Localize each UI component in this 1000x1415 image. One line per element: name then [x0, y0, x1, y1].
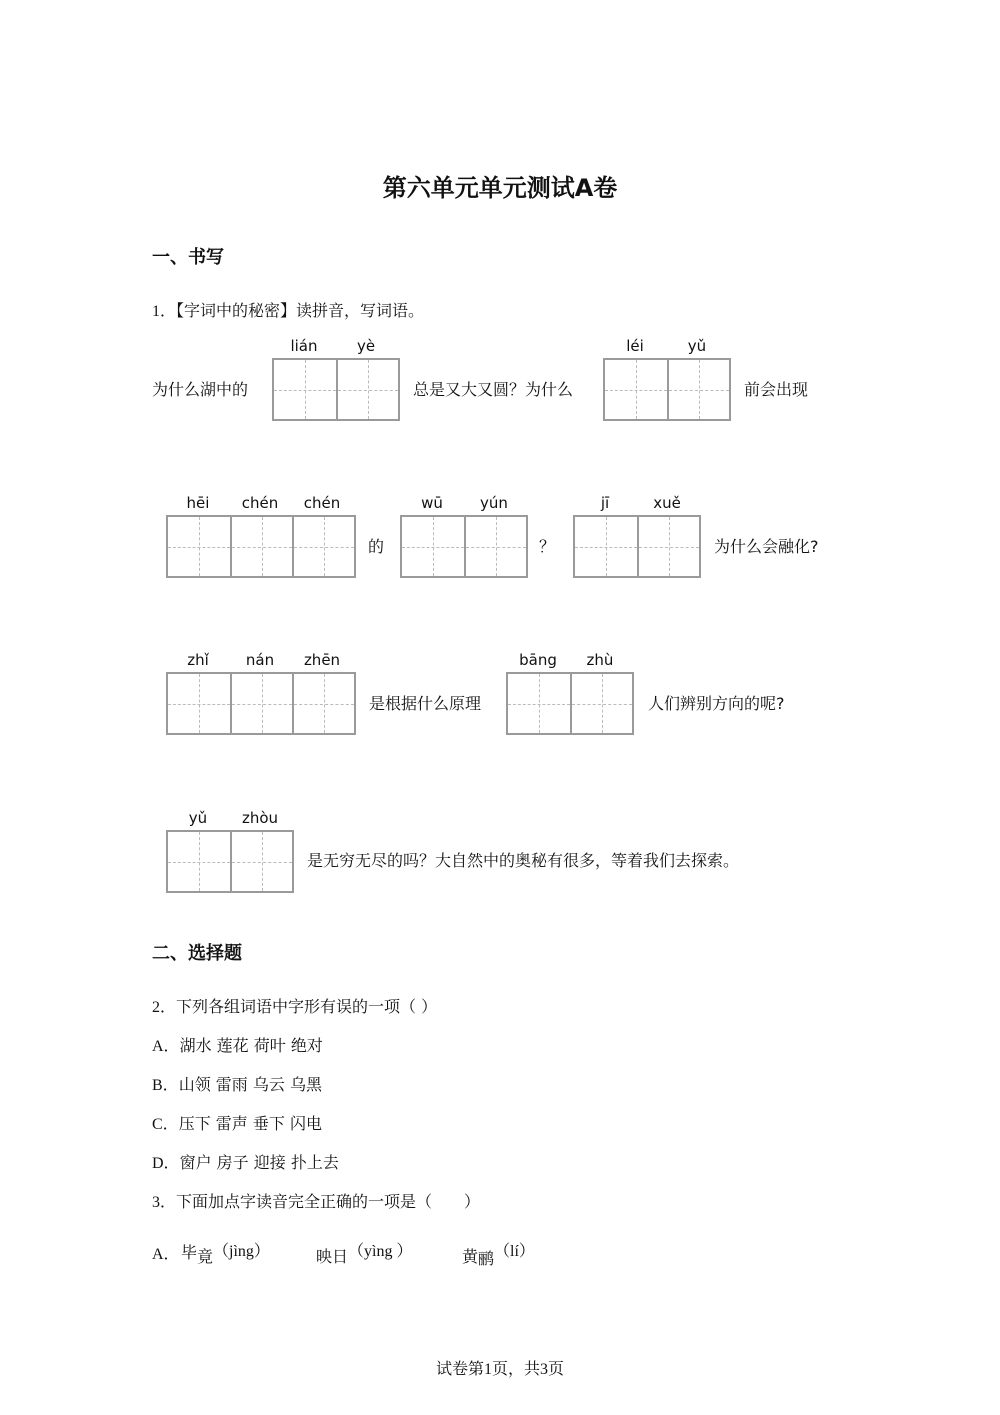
word-char: 毕 [181, 1243, 198, 1262]
question-text: 下列各组词语中字形有误的一项（ ） [176, 997, 438, 1016]
pinyin-label: yǔ [687, 337, 707, 355]
word-with-pinyin [181, 1240, 270, 1266]
writing-cell[interactable] [230, 517, 292, 576]
writing-cell[interactable] [230, 832, 292, 891]
option-text: 窗户 房子 迎接 扑上去 [179, 1153, 339, 1172]
option-label: B． [152, 1077, 179, 1094]
option-text: 湖水 莲花 荷叶 绝对 [179, 1036, 323, 1055]
pinyin-label: wū [421, 494, 443, 512]
writing-cell[interactable] [336, 360, 398, 419]
writing-cell[interactable] [570, 674, 632, 733]
word-char: 日 [332, 1247, 349, 1266]
tianzige-writing-grid[interactable] [603, 358, 731, 421]
dotted-char: 竟 [197, 1247, 214, 1266]
option-text: 山领 雷雨 乌云 乌黑 [178, 1075, 322, 1094]
word-with-pinyin [462, 1240, 535, 1268]
tianzige-writing-grid[interactable] [400, 515, 528, 578]
writing-cell[interactable] [402, 517, 464, 576]
tianzige-writing-grid[interactable] [272, 358, 400, 421]
pinyin-label: zhēn [303, 651, 341, 669]
sentence-fragment: 是根据什么原理 [369, 694, 482, 713]
writing-cell[interactable] [637, 517, 699, 576]
dotted-char: 映 [316, 1247, 333, 1266]
pinyin-label: zhǐ [187, 651, 209, 669]
dotted-char: 鹂 [478, 1249, 495, 1268]
option-label: D． [152, 1155, 180, 1172]
page-footer: 试卷第1页，共3页 [435, 1361, 564, 1378]
writing-cell[interactable] [464, 517, 526, 576]
pinyin-label: lián [290, 337, 318, 355]
tianzige-writing-grid[interactable] [506, 672, 634, 735]
pinyin-label: yún [480, 494, 508, 512]
option-label: C． [152, 1116, 179, 1133]
question-number: 2． [152, 999, 177, 1016]
word-with-pinyin [316, 1240, 413, 1266]
sentence-fragment: 前会出现 [744, 380, 809, 399]
pinyin-label: nán [245, 651, 275, 669]
question-text: 【字词中的秘密】读拼音，写词语。 [176, 301, 425, 320]
pinyin-label: jī [600, 494, 610, 512]
pinyin-label: xuě [653, 494, 681, 512]
writing-cell[interactable] [274, 360, 336, 419]
section-heading-writing: 一、书写 [152, 247, 224, 268]
option-d[interactable] [152, 1150, 339, 1173]
writing-cell[interactable] [605, 360, 667, 419]
pinyin-label: zhù [586, 651, 614, 669]
pinyin-annotation: （jìng） [213, 1243, 270, 1260]
tianzige-writing-grid[interactable] [166, 830, 294, 893]
writing-cell[interactable] [292, 517, 354, 576]
pinyin-label: bāng [519, 651, 557, 669]
question-1 [152, 298, 424, 321]
pinyin-label: léi [626, 337, 644, 355]
tianzige-writing-grid[interactable] [573, 515, 701, 578]
writing-cell[interactable] [168, 517, 230, 576]
section-heading-choice: 二、选择题 [152, 943, 242, 964]
option-label: A． [152, 1246, 180, 1263]
question-number: 3． [152, 1194, 177, 1211]
writing-cell[interactable] [168, 674, 230, 733]
option-text: 压下 雷声 垂下 闪电 [178, 1114, 322, 1133]
sentence-fragment: 为什么会融化? [714, 537, 819, 556]
sentence-fragment: ？ [539, 537, 556, 556]
writing-cell[interactable] [667, 360, 729, 419]
question-3 [152, 1189, 480, 1212]
writing-cell[interactable] [230, 674, 292, 733]
question-number: 1． [152, 303, 177, 320]
writing-cell[interactable] [575, 517, 637, 576]
option-label: A． [152, 1038, 180, 1055]
sentence-fragment: 为什么湖中的 [152, 380, 249, 399]
tianzige-writing-grid[interactable] [166, 515, 356, 578]
pinyin-label: zhòu [241, 809, 279, 827]
sentence-fragment: 总是又大又圆？为什么 [413, 380, 574, 399]
pinyin-label: yè [356, 337, 376, 355]
pinyin-label: yǔ [188, 809, 208, 827]
pinyin-annotation: （yìng ） [348, 1243, 413, 1260]
pinyin-label: chén [303, 494, 341, 512]
pinyin-annotation: （lí） [494, 1243, 535, 1260]
question-2 [152, 994, 437, 1017]
page-title: 第六单元单元测试A卷 [382, 174, 618, 202]
tianzige-writing-grid[interactable] [166, 672, 356, 735]
option-c[interactable] [152, 1111, 322, 1134]
sentence-fragment: 的 [368, 537, 385, 556]
option-a[interactable] [152, 1033, 323, 1056]
writing-cell[interactable] [168, 832, 230, 891]
question-text: 下面加点字读音完全正确的一项是（ ） [176, 1192, 481, 1211]
sentence-fragment: 是无穷无尽的吗？大自然中的奥秘有很多，等着我们去探索。 [307, 851, 740, 870]
word-char: 黄 [462, 1247, 479, 1266]
pinyin-label: hēi [186, 494, 210, 512]
option-b[interactable] [152, 1072, 322, 1095]
pinyin-label: chén [241, 494, 279, 512]
writing-cell[interactable] [508, 674, 570, 733]
writing-cell[interactable] [292, 674, 354, 733]
sentence-fragment: 人们辨别方向的呢? [648, 694, 785, 713]
